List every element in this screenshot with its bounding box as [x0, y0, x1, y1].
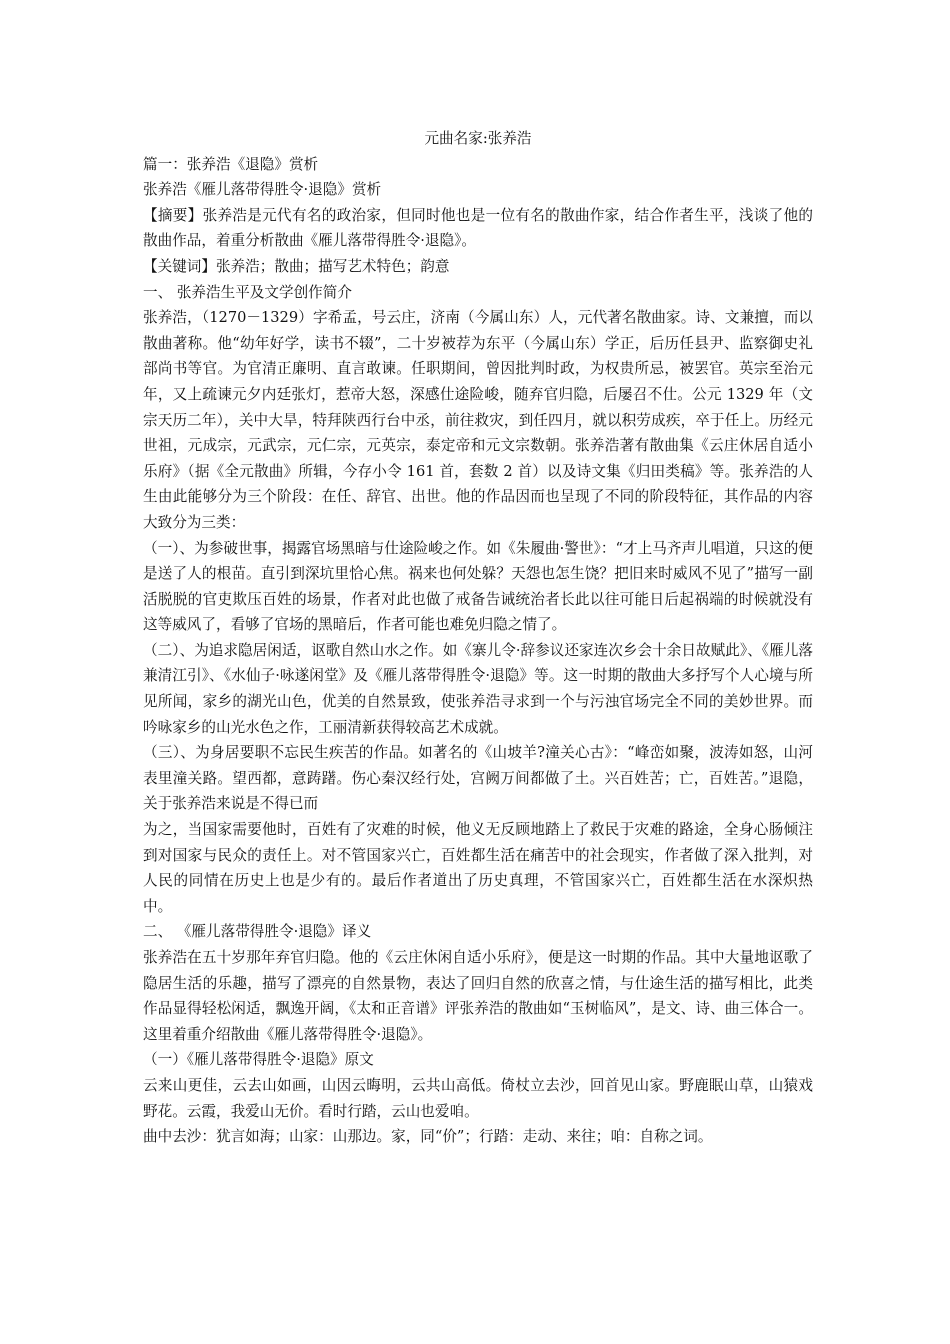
section-subheading: 张养浩《雁儿落带得胜令·退隐》赏析 [143, 181, 382, 199]
document-page [143, 126, 813, 1150]
keywords-paragraph: 【关键词】张养浩；散曲；描写艺术特色；韵意 [143, 257, 450, 275]
body-paragraph: （二）、为追求隐居闲适，讴歌自然山水之作。如《寨儿令·辞参议还家连次乡会十余日故赋此》、《雁儿落兼清江引》、《水仙子·咏遂闲堂》及《雁儿落带得胜令·退隐》等。这一时期的散曲大多抒写个人心境与所见所闻，家乡的湖光山色，优美的自然景致，使张养浩寻求到一个与污浊官场完全不同的美妙世界。而吟咏家乡的山光水色之作，工丽清新获得较高艺术成就。 [143, 641, 813, 736]
section-heading: 二、 《雁儿落带得胜令·退隐》译义 [143, 923, 372, 941]
section-subheading: （一）《雁儿落带得胜令·退隐》原文 [143, 1051, 374, 1069]
annotation-paragraph: 曲中去沙：犹言如海；山家：山那边。家，同“价”；行踏：走动、来往；咱：自称之词。 [143, 1128, 713, 1146]
document-title: 元曲名家:张养浩 [424, 130, 532, 147]
body-paragraph: （三）、为身居要职不忘民生疾苦的作品。如著名的《山坡羊?潼关心古》：“峰峦如聚，波涛如怒，山河表里潼关路。望西都，意踌躇。伤心秦汉经行处，宫阙万间都做了土。兴百姓苦；亡，百姓苦。”退隐，关于张养浩来说是不得已而 [143, 744, 813, 813]
body-paragraph: （一）、为参破世事，揭露官场黑暗与仕途险峻之作。如《朱履曲·警世》：“才上马齐声儿唱道，只这的便是送了人的根苗。直引到深坑里恰心焦。祸来也何处躲？天怨也怎生饶？把旧来时威风不见了”描写一副活脱脱的官吏欺压百姓的场景，作者对此也做了戒备告诫统治者长此以往可能日后起祸端的时候就没有这等威风了，看够了官场的黑暗后，作者可能也难免归隐之情了。 [143, 539, 813, 634]
body-paragraph: 张养浩，（1270－1329）字希孟，号云庄，济南（今属山东）人，元代著名散曲家。诗、文兼擅，而以散曲著称。他“幼年好学，读书不辍”，二十岁被荐为东平（今属山东）学正，后历任县尹、监察御史礼部尚书等官。为官清正廉明、直言敢谏。任职期间，曾因批判时政，为权贵所忌，被罢官。英宗至治元年，又上疏谏元夕内廷张灯，惹帝大怒，深感仕途险峻，随弃官归隐，后屡召不仕。公元 1329 年（文宗天历二年），关中大旱，特拜陕西行台中丞，前往救灾，到任四月，就以积劳成疾，卒于任上。历经元世祖，元成宗，元武宗，元仁宗，元英宗，泰定帝和元文宗数朝。张养浩著有散曲集《云庄休居自适小乐府》（据《全元散曲》所辑，今存小令 161 首，套数 2 首）以及诗文集《归田类稿》等。张养浩的人生由此能够分为三个阶段：在任、辞官、出世。他的作品因而也呈现了不同的阶段特征，其作品的内容大致分为三类： [143, 309, 813, 531]
section-heading: 一、 张养浩生平及文学创作简介 [143, 283, 352, 301]
section-heading: 篇一：张养浩《退隐》赏析 [143, 155, 319, 173]
body-paragraph: 张养浩在五十岁那年弃官归隐。他的《云庄休闲自适小乐府》，便是这一时期的作品。其中大量地讴歌了隐居生活的乐趣，描写了漂亮的自然景物，表达了回归自然的欣喜之情，与仕途生活的描写相比，此类作品显得轻松闲适，飘逸开阔，《太和正音谱》评张养浩的散曲如“玉树临风”，是文、诗、曲三体合一。这里着重介绍散曲《雁儿落带得胜令·退隐》。 [143, 949, 813, 1043]
poem-text: 云来山更佳，云去山如画，山因云晦明，云共山高低。倚杖立去沙，回首见山家。野鹿眠山草，山猿戏野花。云霞，我爱山无价。看时行踏，云山也爱咱。 [143, 1076, 813, 1120]
body-paragraph: 为之，当国家需要他时，百姓有了灾难的时候，他义无反顾地踏上了救民于灾难的路途，全身心肠倾注到对国家与民众的责任上。对不管国家兴亡，百姓都生活在痛苦中的社会现实，作者做了深入批判，对人民的同情在历史上也是少有的。最后作者道出了历史真理，不管国家兴亡，百姓都生活在水深炽热中。 [143, 821, 813, 915]
abstract-paragraph: 【摘要】张养浩是元代有名的政治家，但同时他也是一位有名的散曲作家，结合作者生平，浅谈了他的散曲作品，着重分析散曲《雁儿落带得胜令·退隐》。 [143, 206, 813, 250]
